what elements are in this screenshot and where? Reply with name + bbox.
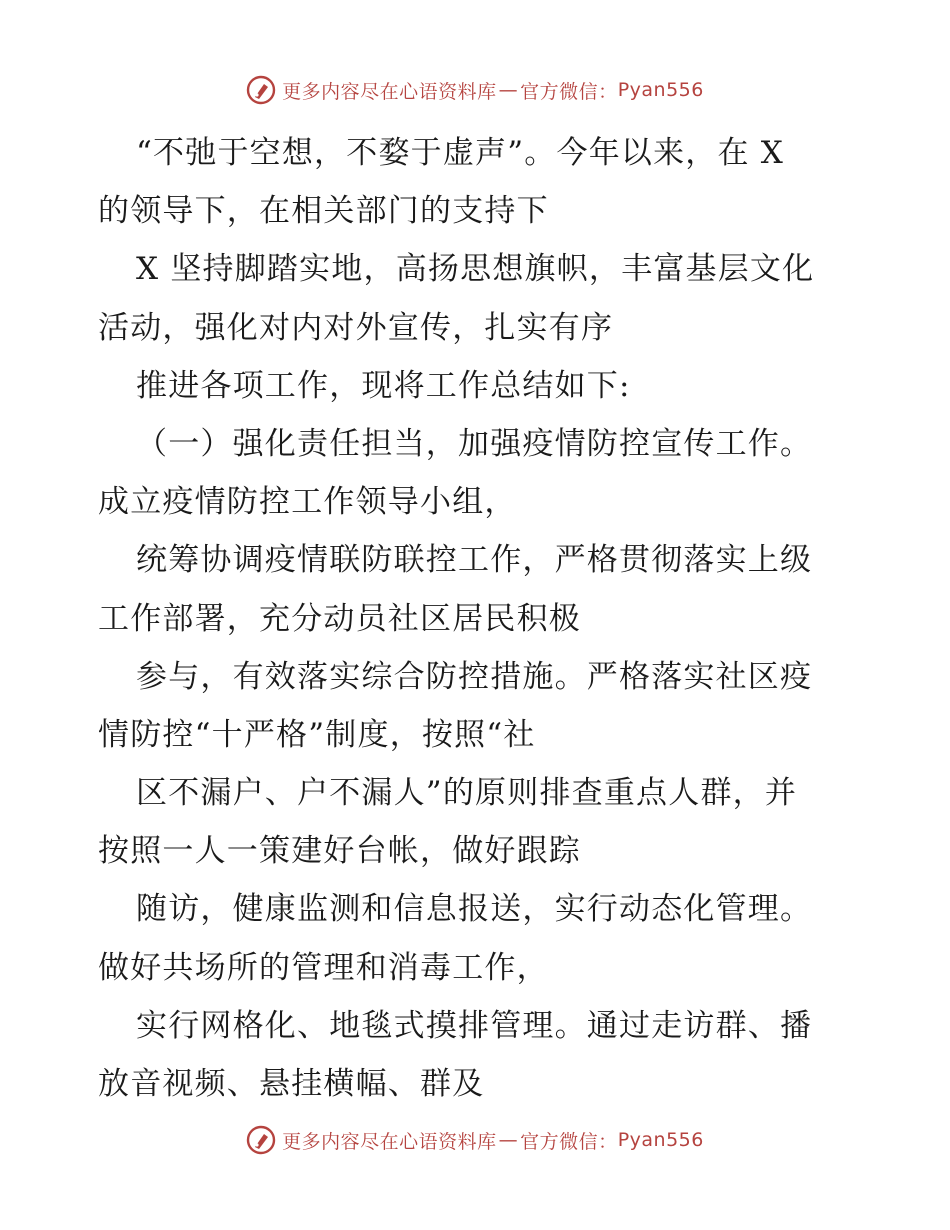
banner-handle: Pyan556: [617, 1129, 704, 1151]
text-line: 按照一人一策建好台帐，做好跟踪: [98, 833, 581, 870]
text-line: 工作部署，充分动员社区居民积极: [98, 600, 581, 637]
text-line: 做好共场所的管理和消毒工作，: [98, 949, 549, 986]
text-line: 成立疫情防控工作领导小组，: [98, 484, 517, 521]
footer-watermark-banner: [0, 1120, 950, 1160]
text-line: 活动，强化对内对外宣传，扎实有序: [98, 309, 614, 346]
text-line: 统筹协调疫情联防联控工作，严格贯彻落实上级: [136, 542, 813, 579]
text-line: 推进各项工作，现将工作总结如下:: [136, 367, 631, 404]
banner-official-label: 官方微信：: [520, 80, 618, 103]
banner-official-label: 官方微信：: [520, 1130, 618, 1153]
text-line: 随访，健康监测和信息报送，实行动态化管理。: [136, 891, 813, 928]
text-line: 的领导下，在相关部门的支持下: [98, 193, 549, 230]
text-line: 参与，有效落实综合防控措施。严格落实社区疫: [136, 658, 813, 695]
banner-separator: —: [498, 79, 519, 101]
text-line: 实行网格化、地毯式摸排管理。通过走访群、播: [136, 1007, 813, 1044]
text-line: （一）强化责任担当，加强疫情防控宣传工作。: [136, 425, 813, 462]
text-line: 情防控“十严格”制度，按照“社: [98, 716, 536, 753]
banner-separator: —: [498, 1129, 519, 1151]
banner-text: 更多内容尽在心语资料库: [282, 80, 497, 103]
pen-nib-logo-icon: [246, 1125, 276, 1155]
document-body: [98, 124, 858, 1113]
text-line: X 坚持脚踏实地，高扬思想旗帜，丰富基层文化: [136, 251, 815, 288]
banner-handle: Pyan556: [617, 79, 704, 101]
header-watermark-banner: [0, 70, 950, 110]
banner-text: 更多内容尽在心语资料库: [282, 1130, 497, 1153]
text-line: “不弛于空想，不婺于虚声”。今年以来，在 X: [136, 135, 785, 171]
pen-nib-logo-icon: [246, 75, 276, 105]
text-line: 区不漏户、户不漏人”的原则排查重点人群，并: [136, 775, 798, 812]
text-line: 放音视频、悬挂横幅、群及: [98, 1066, 485, 1102]
